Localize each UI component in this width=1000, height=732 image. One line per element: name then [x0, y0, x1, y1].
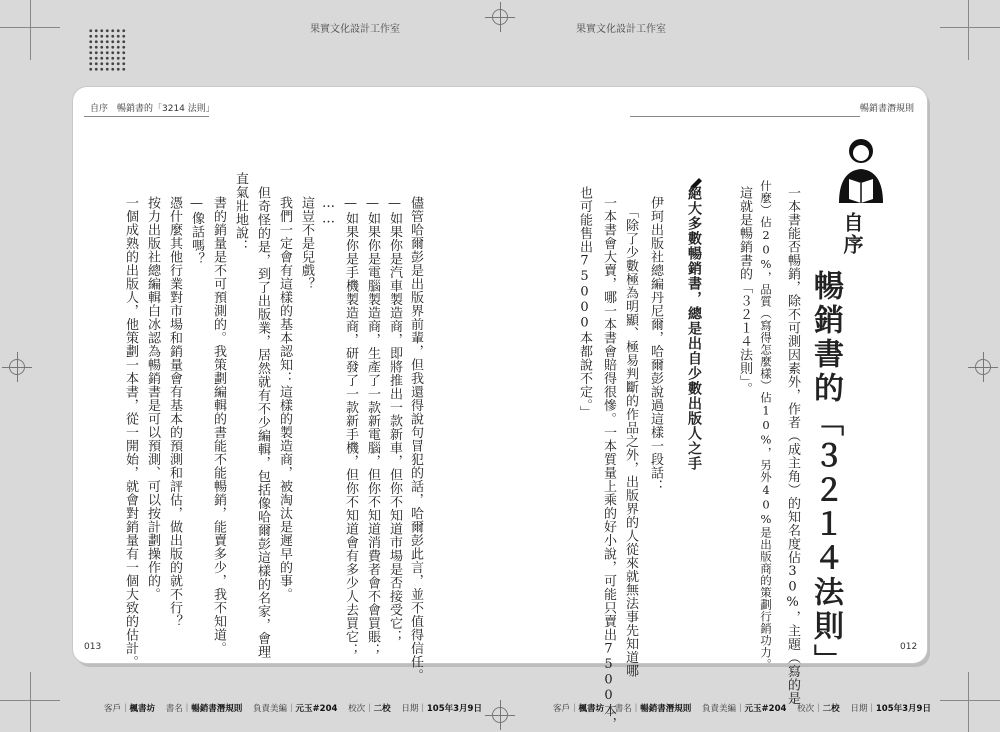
reader-avatar-icon — [833, 133, 889, 205]
production-footer-left: 客戶｜楓書坊 書名｜暢銷書潛規則 負責美編｜元玉#204 校次｜二校 日期｜105年3月9日 — [104, 704, 482, 714]
body-line: 這豈不是兒戲？ — [299, 196, 314, 291]
page-number-left: 013 — [84, 642, 102, 652]
body-line: 書的銷量是不可預測的。我策劃編輯的書能不能暢銷，能賣多少，我不知道。 — [211, 196, 226, 655]
body-line: —如果你是電腦製造商，生產了一款新電腦，但你不知道消費者會不會買賬； — [365, 196, 380, 657]
registration-mark-icon — [2, 352, 32, 382]
intro-line: 這就是暢銷書的「３２１４法則」。 — [737, 186, 752, 396]
body-line: —如果你是汽車製造商，即將推出一款新車，但你不知道市場是否接受它； — [387, 196, 402, 644]
quote-line: 也可能售出75000本都說不定。」 — [577, 186, 592, 419]
body-line: —如果你是手機製造商，研發了一款新手機，但你不知道會有多少人去買它； — [343, 196, 358, 657]
page-title: 暢銷書的「３２１４法則」 — [808, 270, 843, 678]
studio-label-right: 果實文化設計工作室 — [576, 24, 666, 35]
halftone-dots — [88, 28, 126, 72]
header-rule-right — [630, 116, 860, 117]
production-footer-right: 客戶｜楓書坊 書名｜暢銷書潛規則 負責美編｜元玉#204 校次｜二校 日期｜105年3月9日 — [553, 704, 931, 714]
body-line: 儘管哈爾彭是出版界前輩，但我還得說句冒犯的話，哈爾彭此言，並不值得信任。 — [408, 196, 423, 682]
crop-mark — [940, 700, 1000, 701]
footer-label: 客戶 — [104, 704, 122, 714]
intro-line: 什麼）佔20%，品質（寫得怎麼樣）佔10%，另外40%是出版商的策劃行銷功力。 — [759, 180, 773, 671]
crop-mark — [968, 0, 969, 60]
footer-value: 元玉#204 — [744, 704, 787, 714]
footer-value: 暢銷書潛規則 — [640, 704, 692, 714]
running-header-right: 暢銷書潛規則 — [860, 104, 915, 114]
studio-label-left: 果實文化設計工作室 — [310, 24, 400, 35]
footer-label: 校次 — [348, 704, 366, 714]
crop-mark — [30, 0, 31, 60]
quote-line: 伊珂出版社總編丹尼爾，哈爾彭說過這樣一段話： — [648, 196, 663, 493]
body-line: …… — [321, 196, 336, 227]
quote-line: 「除了少數極為明顯、極易判斷的作品之外，出版界的人從來就無法事先知道哪 — [623, 205, 638, 678]
footer-value: 元玉#204 — [295, 704, 338, 714]
body-line: 直氣壯地說： — [233, 172, 248, 253]
body-line: 我們一定會有這樣的基本認知：這樣的製造商，被淘汰是遲早的事。 — [277, 196, 292, 601]
footer-label: 日期 — [401, 704, 419, 714]
footer-value: 二校 — [822, 704, 840, 714]
intro-line: 一本書能否暢銷，除不可測因素外，作者（成主角）的知名度佔30%，主題（寫的是 — [785, 186, 800, 705]
footer-value: 105年3月9日 — [875, 704, 931, 714]
page-number-right: 012 — [900, 642, 918, 652]
footer-value: 楓書坊 — [129, 704, 156, 714]
section-heading: 絕大多數暢銷書，總是出自少數出版人之手 — [686, 186, 702, 471]
footer-label: 負責美編 — [702, 704, 737, 714]
body-line: 按力出版社總編輯白冰認為暢銷書是可以預測、可以按計劃操作的。 — [145, 196, 160, 601]
footer-label: 校次 — [797, 704, 815, 714]
body-line: 憑什麼其他行業對市場和銷量會有基本的預測和評估，做出版的就不行？ — [167, 196, 182, 628]
registration-mark-icon — [485, 2, 515, 32]
registration-mark-icon — [968, 352, 998, 382]
footer-label: 書名 — [165, 704, 183, 714]
body-line: 一個成熟的出版人，他策劃一本書，從一開始，就會對銷量有一個大致的估計。 — [123, 196, 138, 669]
crop-mark — [30, 672, 31, 732]
header-rule-left — [84, 116, 209, 117]
footer-value: 二校 — [373, 704, 391, 714]
title-kicker: 自序 — [840, 212, 864, 256]
footer-value: 楓書坊 — [578, 704, 605, 714]
footer-label: 日期 — [850, 704, 868, 714]
crop-mark — [940, 27, 1000, 28]
quote-line: 一本書會大賣，哪一本書會賠得很慘。一本質量上乘的好小說，可能只賣出7500本， — [601, 196, 616, 731]
running-header-left: 自序 暢銷書的「3214 法則」 — [90, 104, 215, 114]
body-line: —像話嗎？ — [189, 196, 204, 266]
footer-label: 負責美編 — [253, 704, 288, 714]
crop-mark — [968, 672, 969, 732]
registration-mark-icon — [485, 700, 515, 730]
footer-value: 105年3月9日 — [426, 704, 482, 714]
footer-label: 客戶 — [553, 704, 571, 714]
footer-label: 書名 — [614, 704, 632, 714]
body-line: 但奇怪的是，到了出版業，居然就有不少編輯，包括像哈爾彭這樣的名家，會理 — [255, 186, 270, 659]
footer-value: 暢銷書潛規則 — [191, 704, 243, 714]
